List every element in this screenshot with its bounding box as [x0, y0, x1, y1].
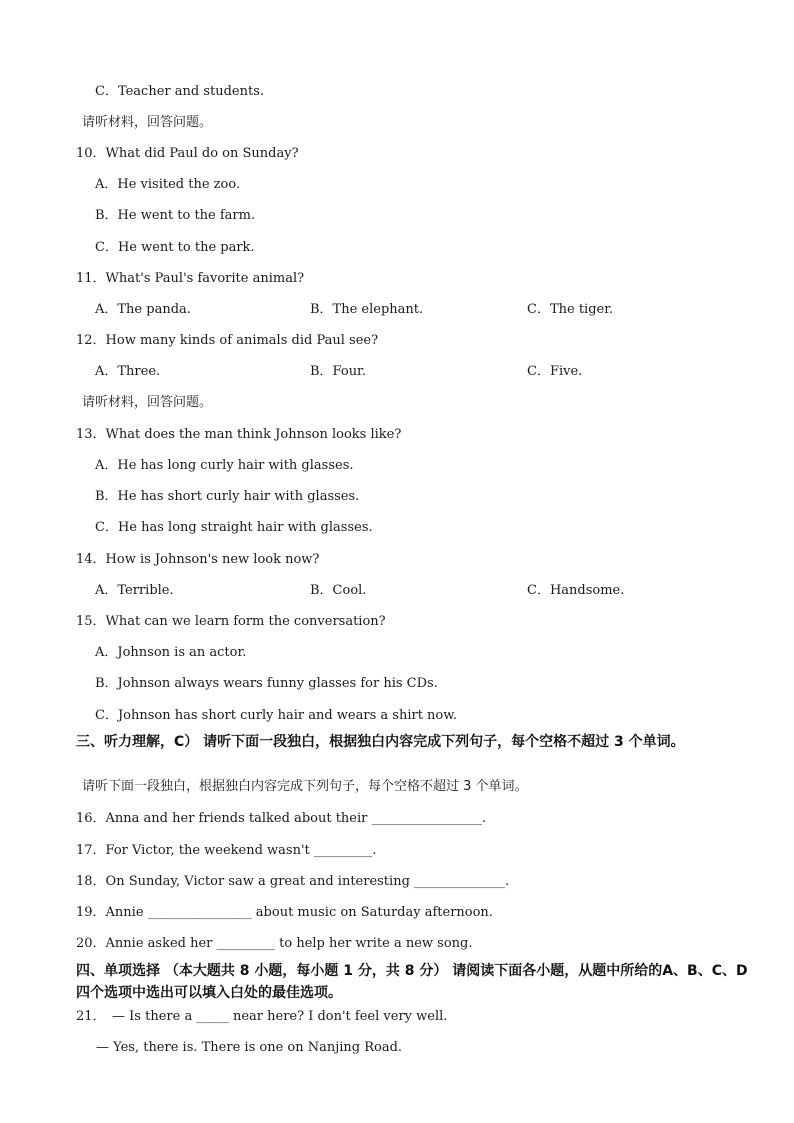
option-a: A．He has long curly hair with glasses.	[95, 458, 354, 473]
option-b: B．He went to the farm.	[95, 208, 256, 223]
question-18: 18．On Sunday, Victor saw a great and interesting ______________.	[76, 874, 510, 889]
option-c: C．The tiger.	[527, 302, 614, 317]
option-b: B．Johnson always wears funny glasses for his CDs.	[95, 676, 438, 691]
question-11: 11．What's Paul's favorite animal?	[76, 271, 305, 286]
option-a: A．Terrible.	[95, 583, 174, 598]
question-13: 13．What does the man think Johnson looks like?	[76, 427, 402, 442]
question-14: 14．How is Johnson's new look now?	[76, 552, 320, 567]
option-a: A．He visited the zoo.	[95, 177, 241, 192]
option-c: C．He has long straight hair with glasses.	[95, 520, 373, 535]
question-10: 10．What did Paul do on Sunday?	[76, 146, 299, 161]
question-12: 12．How many kinds of animals did Paul see?	[76, 333, 379, 348]
instruction: 请听材料，回答问题。	[82, 395, 213, 410]
section-heading: 三、听力理解，C） 请听下面一段独白，根据独白内容完成下列句子，每个空格不超过 3 个单词。	[76, 734, 685, 750]
option-b: B．Cool.	[310, 583, 367, 598]
question-19: 19．Annie ________________ about music on Saturday afternoon.	[76, 905, 493, 920]
instruction: 请听材料，回答问题。	[82, 115, 213, 130]
dialogue-reply: — Yes, there is. There is one on Nanjing Road.	[96, 1040, 403, 1055]
question-16: 16．Anna and her friends talked about their _________________.	[76, 811, 487, 826]
option-a: A．Three.	[95, 364, 161, 379]
option-b: B．Four.	[310, 364, 366, 379]
option-b: B．The elephant.	[310, 302, 424, 317]
option-a: A．The panda.	[95, 302, 191, 317]
option-c: C．Johnson has short curly hair and wears a shirt now.	[95, 708, 457, 723]
option-a: A．Johnson is an actor.	[95, 645, 247, 660]
question-20: 20．Annie asked her _________ to help her write a new song.	[76, 936, 473, 951]
option-c: C．Five.	[527, 364, 583, 379]
question-15: 15．What can we learn form the conversation?	[76, 614, 386, 629]
option-b: B．He has short curly hair with glasses.	[95, 489, 360, 504]
option-c: C．He went to the park.	[95, 240, 255, 255]
question-17: 17．For Victor, the weekend wasn't _________.	[76, 843, 377, 858]
question-21: 21． — Is there a _____ near here? I don't feel very well.	[76, 1009, 448, 1024]
option-c: C．Handsome.	[527, 583, 625, 598]
section-instruction: 请听下面一段独白，根据独白内容完成下列句子，每个空格不超过 3 个单词。	[82, 779, 528, 794]
section-heading: 四、单项选择 （本大题共 8 小题，每小题 1 分，共 8 分） 请阅读下面各小题，从题中所给的A、B、C、D 四个选项中选出可以填入白处的最佳选项。	[76, 963, 748, 1001]
option-c: C．Teacher and students.	[95, 84, 265, 99]
